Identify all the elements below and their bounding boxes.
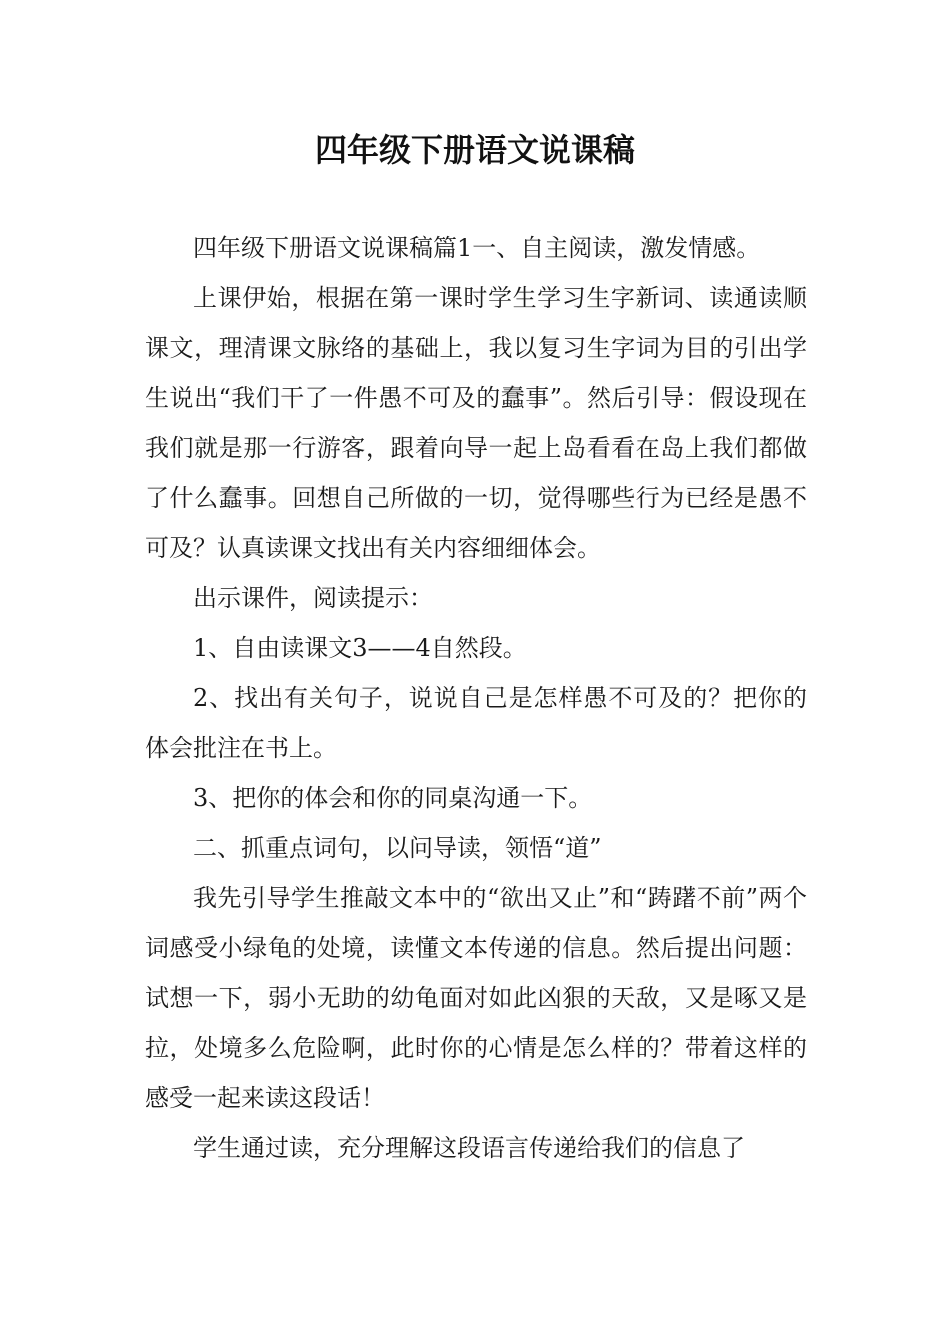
paragraph: 我先引导学生推敲文本中的“欲出又止”和“踌躇不前”两个词感受小绿龟的处境，读懂文本传递的信息。然后提出问题：试想一下，弱小无助的幼龟面对如此凶狠的天敌，又是啄又是拉，处境多么危险啊，此时你的心情是怎么样的？带着这样的感受一起来读这段话！ [145,884,807,1112]
paragraph: 2、找出有关句子，说说自己是怎样愚不可及的？把你的体会批注在书上。 [145,684,807,762]
paragraph: 学生通过读，充分理解这段语言传递给我们的信息了 [193,1134,745,1162]
paragraph: 二、抓重点词句，以问导读，领悟“道” [193,834,602,862]
paragraph: 上课伊始，根据在第一课时学生学习生字新词、读通读顺课文，理清课文脉络的基础上，我以复习生字词为目的引出学生说出“我们干了一件愚不可及的蠢事”。然后引导：假设现在我们就是那一行游客，跟着向导一起上岛看看在岛上我们都做了什么蠢事。回想自己所做的一切，觉得哪些行为已经是愚不可及？认真读课文找出有关内容细细体会。 [145,284,807,562]
paragraph: 3、把你的体会和你的同桌沟通一下。 [193,784,593,812]
page-title: 四年级下册语文说课稿 [314,131,635,169]
paragraph: 1、自由读课文3——4自然段。 [193,634,527,662]
paragraph: 四年级下册语文说课稿篇1一、自主阅读，激发情感。 [193,234,761,262]
document-body [145,223,807,1173]
paragraph: 出示课件，阅读提示： [193,584,433,612]
